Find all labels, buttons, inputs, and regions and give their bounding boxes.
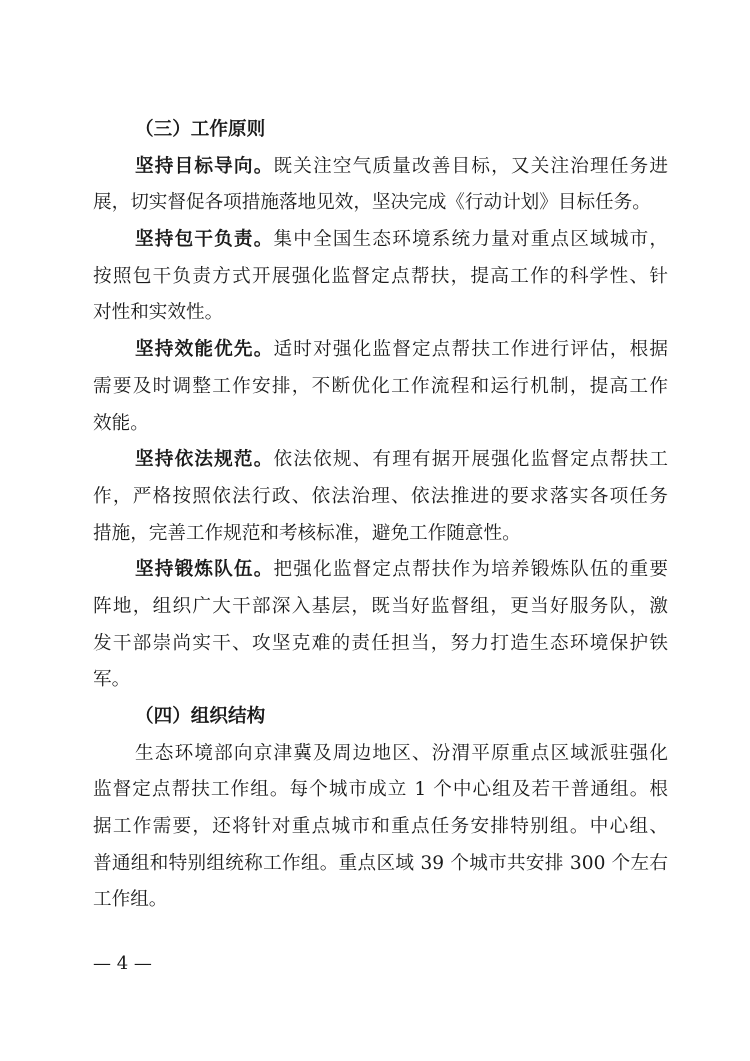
paragraph-goal-oriented <box>93 149 668 222</box>
paragraph-responsibility <box>93 222 668 332</box>
paragraph-text: 效能。 <box>93 412 149 434</box>
paragraph-text: 依法依规、有理有据开展强化监督定点帮扶工 <box>273 449 668 471</box>
paragraph-text: 既关注空气质量改善目标，又关注治理任务进 <box>273 155 668 177</box>
paragraph-efficiency <box>93 332 668 442</box>
paragraph-lead: 坚持锻炼队伍。 <box>135 559 274 581</box>
section-heading-principles: （三）工作原则 <box>135 119 266 140</box>
paragraph-rule-of-law <box>93 442 668 552</box>
paragraph-lead: 坚持效能优先。 <box>135 339 274 361</box>
paragraph-text: 集中全国生态环境系统力量对重点区域城市， <box>273 229 668 251</box>
paragraph-text: 工作组。 <box>93 889 168 911</box>
paragraph-team-building <box>93 552 668 699</box>
paragraph-text: 按照包干负责方式开展强化监督定点帮扶，提高工作的科学性、针 <box>93 265 668 287</box>
paragraph-lead: 坚持依法规范。 <box>135 449 274 471</box>
paragraph-text: 把强化监督定点帮扶作为培养锻炼队伍的重要 <box>273 559 668 581</box>
paragraph-text: 措施，完善工作规范和考核标准，避免工作随意性。 <box>93 522 521 544</box>
paragraph-text: 普通组和特别组统称工作组。重点区域 39 个城市共安排 300 个左右 <box>93 852 668 874</box>
document-body <box>93 112 668 919</box>
paragraph-text: 监督定点帮扶工作组。每个城市成立 1 个中心组及若干普通组。根 <box>93 779 668 801</box>
paragraph-text: 需要及时调整工作安排，不断优化工作流程和运行机制，提高工作 <box>93 375 668 397</box>
paragraph-text: 据工作需要，还将针对重点城市和重点任务安排特别组。中心组、 <box>93 816 668 838</box>
paragraph-lead: 坚持目标导向。 <box>135 155 274 177</box>
paragraph-text: 对性和实效性。 <box>93 302 224 324</box>
paragraph-text: 生态环境部向京津冀及周边地区、汾渭平原重点区域派驻强化 <box>135 742 668 764</box>
page-number: — 4 — <box>93 953 152 974</box>
paragraph-lead: 坚持包干负责。 <box>135 229 274 251</box>
paragraph-text: 适时对强化监督定点帮扶工作进行评估，根据 <box>273 339 668 361</box>
section-heading-organization: （四）组织结构 <box>135 706 266 727</box>
paragraph-text: 阵地，组织广大干部深入基层，既当好监督组，更当好服务队，激 <box>93 595 668 617</box>
paragraph-text: 展，切实督促各项措施落地见效，坚决完成《行动计划》目标任务。 <box>93 192 651 214</box>
paragraph-text: 军。 <box>93 669 131 691</box>
paragraph-text: 作，严格按照依法行政、依法治理、依法推进的要求落实各项任务 <box>93 485 668 507</box>
paragraph-text: 发干部崇尚实干、攻坚克难的责任担当，努力打造生态环境保护铁 <box>93 632 668 654</box>
paragraph-organization <box>93 736 668 919</box>
